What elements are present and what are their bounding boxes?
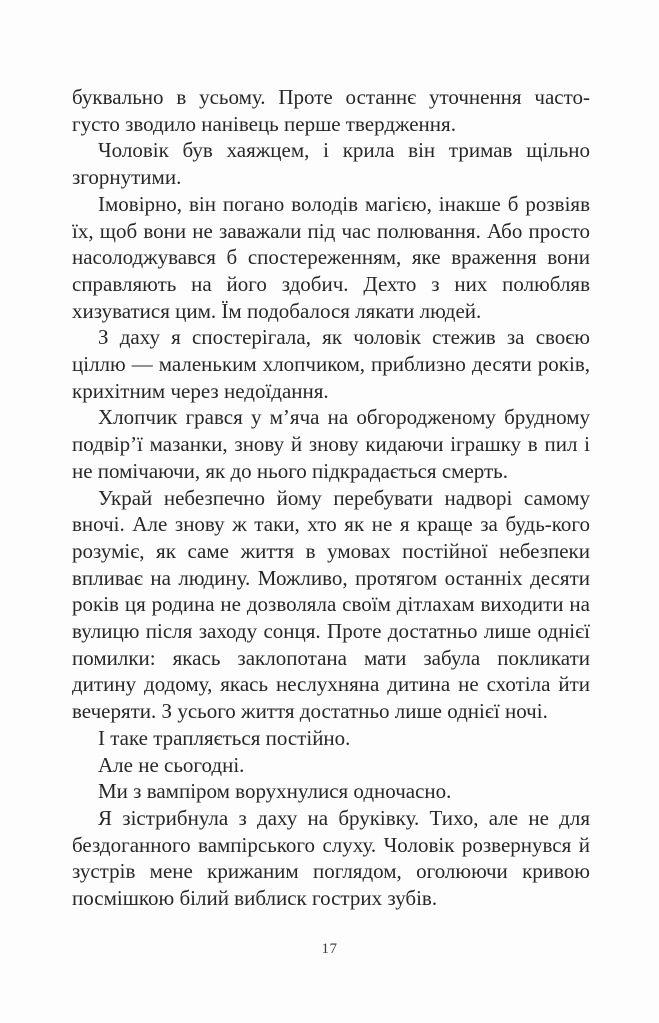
- page-number: 17: [321, 941, 338, 957]
- paragraph: Але не сьогодні.: [98, 752, 245, 777]
- paragraph: З даху я спостерігала, як чоловік стежив за своєю ціллю — маленьким хлопчиком, приблизно десяти років, крихітним через недоїдання.: [72, 325, 590, 403]
- paragraph: Чоловік був хаяжцем, і крила він тримав щільно згорнутими.: [72, 138, 590, 190]
- paragraph: буквально в усьому. Проте останнє уточнення часто-густо зводило нанівець перше твердження.: [72, 85, 590, 136]
- body-text: [72, 84, 590, 912]
- paragraph: Украй небезпечно йому перебувати надворі самому вночі. Але знову ж таки, хто як не я краще за будь-кого розуміє, як саме життя в умовах постійної небезпеки впливає на людину. Можливо, протягом останніх десяти років ця родина не дозволяла своїм дітлахам виходити на вулицю після заходу сонця. Проте достатньо лише однієї помилки: якась заклопотана мати забула покликати дитину додому, якась неслухняна дитина не схотіла йти вечеряти. З усього життя достатньо лише однієї ночі.: [72, 485, 590, 724]
- paragraph: І таке трапляється постійно.: [98, 725, 351, 750]
- paragraph: Ми з вампіром ворухнулися одночасно.: [98, 779, 452, 804]
- paragraph: Я зістрибнула з даху на бруківку. Тихо, але не для бездоганного вампірського слуху. Чоловік розвернувся й зустрів мене крижаним поглядом, оголюючи кривою посмішкою білий виблиск гострих зубів.: [72, 805, 590, 911]
- paragraph: Хлопчик грався у м’яча на обгородженому брудному подвір’ї мазанки, знову й знову кидаючи іграшку в пил і не помічаючи, як до нього підкрадається смерть.: [72, 405, 590, 483]
- paragraph: Імовірно, він погано володів магією, інакше б розвіяв їх, щоб вони не заважали під час полювання. Або просто насолоджувався б спостереженням, яке враження вони справляють на його здобич. Дехто з них полюбляв хизуватися цим. Їм подобалося лякати людей.: [72, 191, 590, 323]
